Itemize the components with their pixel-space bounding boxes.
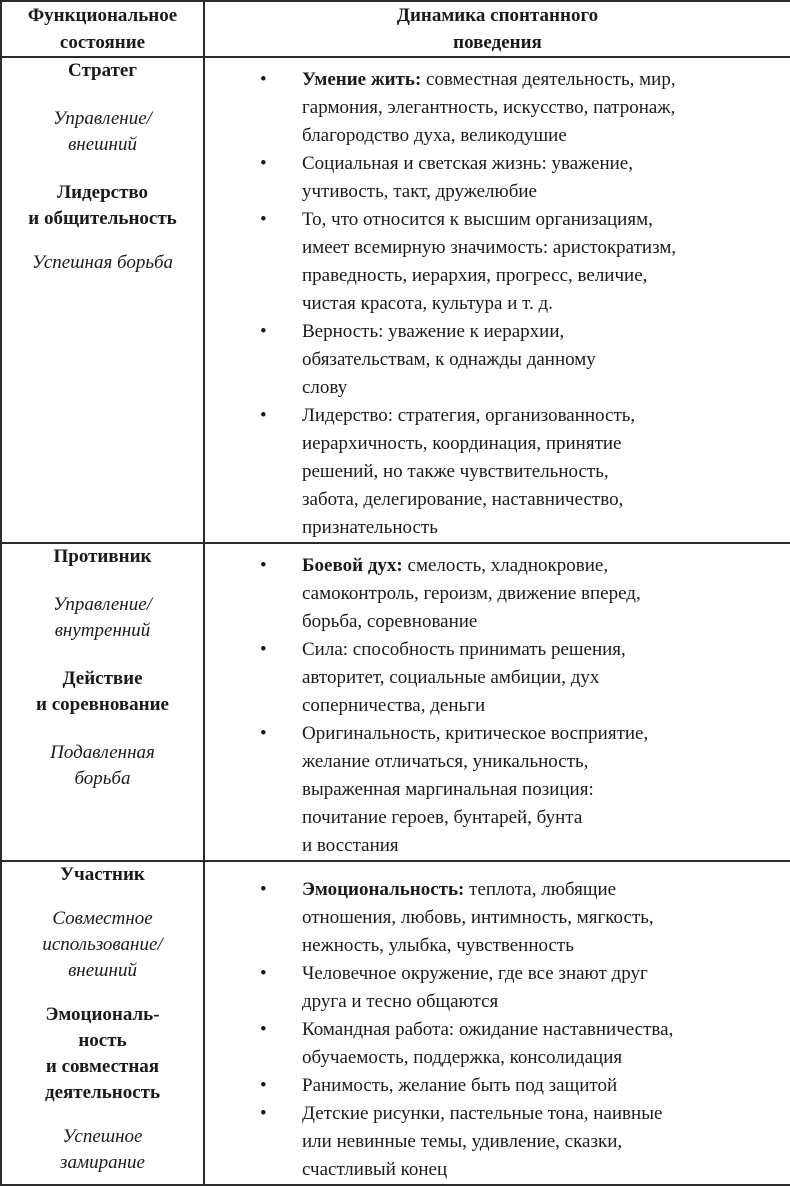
table-row — [1, 57, 790, 543]
state-subtitle-line: внешний — [68, 960, 137, 981]
list-item — [205, 552, 790, 636]
list-item — [205, 318, 790, 402]
bullet-lead: Эмоциональность: — [302, 879, 465, 900]
bullet-line: желание отличаться, уникальность, — [302, 751, 589, 772]
list-item — [205, 876, 790, 960]
bullet-line: • Детские рисунки, пастельные тона, наивные — [302, 1103, 663, 1124]
state-trait-line: Лидерство — [56, 182, 149, 203]
bullet-line: смелость, хладнокровие, — [402, 555, 609, 576]
bullet-line: отношения, любовь, интимность, мягкость, — [302, 907, 654, 928]
state-subtitle-line: внутренний — [54, 620, 151, 641]
bullet-line: имеет всемирную значимость: аристократизм, — [302, 237, 677, 258]
state-trait — [2, 666, 203, 718]
state-subtitle — [2, 592, 203, 644]
list-item — [205, 206, 790, 318]
state-trait-line: и совместная — [45, 1056, 160, 1077]
spacer — [2, 1106, 203, 1124]
bullet-line: • То, что относится к высшим организациям, — [302, 209, 653, 230]
bullet-line: соперничества, деньги — [302, 695, 486, 716]
bullet-line: • Сила: способность принимать решения, — [302, 639, 626, 660]
bullet-line: • Ранимость, желание быть под защитой — [302, 1075, 618, 1096]
bullet-line: счастливый конец — [302, 1159, 448, 1180]
bullet-line: праведность, иерархия, прогресс, величие, — [302, 265, 648, 286]
spacer — [2, 570, 203, 592]
bullet-lead: Умение жить: — [302, 69, 422, 90]
state-trait-line: Действие — [62, 668, 143, 689]
spacer — [2, 718, 203, 740]
bullet-line: чистая красота, культура и т. д. — [302, 293, 553, 314]
bullet-line: учтивость, такт, дружелюбие — [302, 181, 537, 202]
bullet-lead: Боевой дух: — [302, 555, 403, 576]
header-cell-spontaneous-behavior-dynamics — [204, 1, 790, 57]
state-title-line: Стратег — [67, 60, 137, 81]
state-cell-strateg — [1, 57, 204, 543]
bullet-list — [205, 66, 790, 542]
state-subtitle-line: Совместное — [52, 908, 153, 929]
spacer — [2, 84, 203, 106]
state-trait-line: ность — [78, 1030, 127, 1051]
table-row — [1, 543, 790, 861]
state-footer — [2, 250, 203, 276]
state-subtitle — [2, 106, 203, 158]
dynamics-cell-strateg — [204, 57, 790, 543]
list-item — [205, 150, 790, 206]
bullet-line: решений, но также чувствительность, — [302, 461, 609, 482]
state-footer-line: борьба — [74, 768, 131, 789]
state-footer-line: замирание — [60, 1152, 145, 1173]
state-subtitle-line: Управление/ — [53, 594, 152, 615]
state-footer-line: Успешная борьба — [31, 252, 174, 273]
bullet-line: и восстания — [302, 835, 399, 856]
bullet-line: иерархичность, координация, принятие — [302, 433, 622, 454]
state-subtitle-line: использование/ — [42, 934, 163, 955]
state-title-line: Противник — [53, 546, 152, 567]
state-trait-line: и соревнование — [36, 694, 169, 715]
bullet-line: почитание героев, бунтарей, бунта — [302, 807, 583, 828]
header-line: поведения — [453, 32, 542, 53]
state-title — [2, 862, 203, 888]
bullet-list — [205, 876, 790, 1184]
state-subtitle-line: внешний — [68, 134, 137, 155]
bullet-line: теплота, любящие — [464, 879, 617, 900]
bullet-line: обучаемость, поддержка, консолидация — [302, 1047, 623, 1068]
table-row — [1, 861, 790, 1185]
spacer — [2, 232, 203, 250]
spacer — [2, 888, 203, 906]
list-item — [205, 402, 790, 542]
state-trait-line: Эмоциональ- — [45, 1004, 160, 1025]
dynamics-cell-uchastnik — [204, 861, 790, 1185]
list-item — [205, 66, 790, 150]
list-item — [205, 960, 790, 1016]
header-line: Функциональное — [27, 5, 178, 26]
bullet-line: • Верность: уважение к иерархии, — [302, 321, 565, 342]
bullet-line: обязательствам, к однажды данному — [302, 349, 596, 370]
bullet-line: забота, делегирование, наставничество, — [302, 489, 624, 510]
state-footer-line: Успешное — [62, 1126, 143, 1147]
table-body — [1, 57, 790, 1185]
state-trait — [2, 1002, 203, 1106]
state-footer — [2, 740, 203, 792]
state-cell-uchastnik — [1, 861, 204, 1185]
bullet-line: или невинные темы, удивление, сказки, — [302, 1131, 623, 1152]
bullet-line: самоконтроль, героизм, движение вперед, — [302, 583, 641, 604]
list-item — [205, 1072, 790, 1100]
list-item — [205, 1100, 790, 1184]
list-item — [205, 720, 790, 860]
spacer — [2, 158, 203, 180]
bullet-line: • Социальная и светская жизнь: уважение, — [302, 153, 633, 174]
spacer — [2, 644, 203, 666]
bullet-line: • Оригинальность, критическое восприятие, — [302, 723, 649, 744]
state-title-line: Участник — [60, 864, 145, 885]
spacer — [2, 984, 203, 1002]
bullet-line: авторитет, социальные амбиции, дух — [302, 667, 600, 688]
state-title — [2, 544, 203, 570]
bullet-line: слову — [302, 377, 348, 398]
dynamics-cell-protivnik — [204, 543, 790, 861]
bullet-line: • Лидерство: стратегия, организованность, — [302, 405, 636, 426]
bullet-line: борьба, соревнование — [302, 611, 478, 632]
state-title — [2, 58, 203, 84]
state-subtitle-line: Управление/ — [53, 108, 152, 129]
bullet-line: нежность, улыбка, чувственность — [302, 935, 574, 956]
bullet-line: друга и тесно общаются — [302, 991, 499, 1012]
header-line: Динамика спонтанного — [396, 5, 599, 26]
header-row — [1, 1, 790, 57]
state-cell-protivnik — [1, 543, 204, 861]
bullet-line: благородство духа, великодушие — [302, 125, 567, 146]
table-header — [1, 1, 790, 57]
state-trait-line: деятельность — [44, 1082, 161, 1103]
state-subtitle — [2, 906, 203, 984]
bullet-line: выраженная маргинальная позиция: — [302, 779, 594, 800]
list-item — [205, 636, 790, 720]
state-footer — [2, 1124, 203, 1176]
header-line: состояние — [59, 32, 146, 53]
list-item — [205, 1016, 790, 1072]
header-cell-functional-state — [1, 1, 204, 57]
state-trait-line: и общительность — [28, 208, 177, 229]
bullet-line: признательность — [302, 517, 438, 538]
bullet-list — [205, 552, 790, 860]
state-trait — [2, 180, 203, 232]
bullet-line: • Человечное окружение, где все знают друг — [302, 963, 648, 984]
bullet-line: гармония, элегантность, искусство, патронаж, — [302, 97, 676, 118]
bullet-line: совместная деятельность, мир, — [421, 69, 676, 90]
state-footer-line: Подавленная — [50, 742, 155, 763]
bullet-line: • Командная работа: ожидание наставничества, — [302, 1019, 674, 1040]
